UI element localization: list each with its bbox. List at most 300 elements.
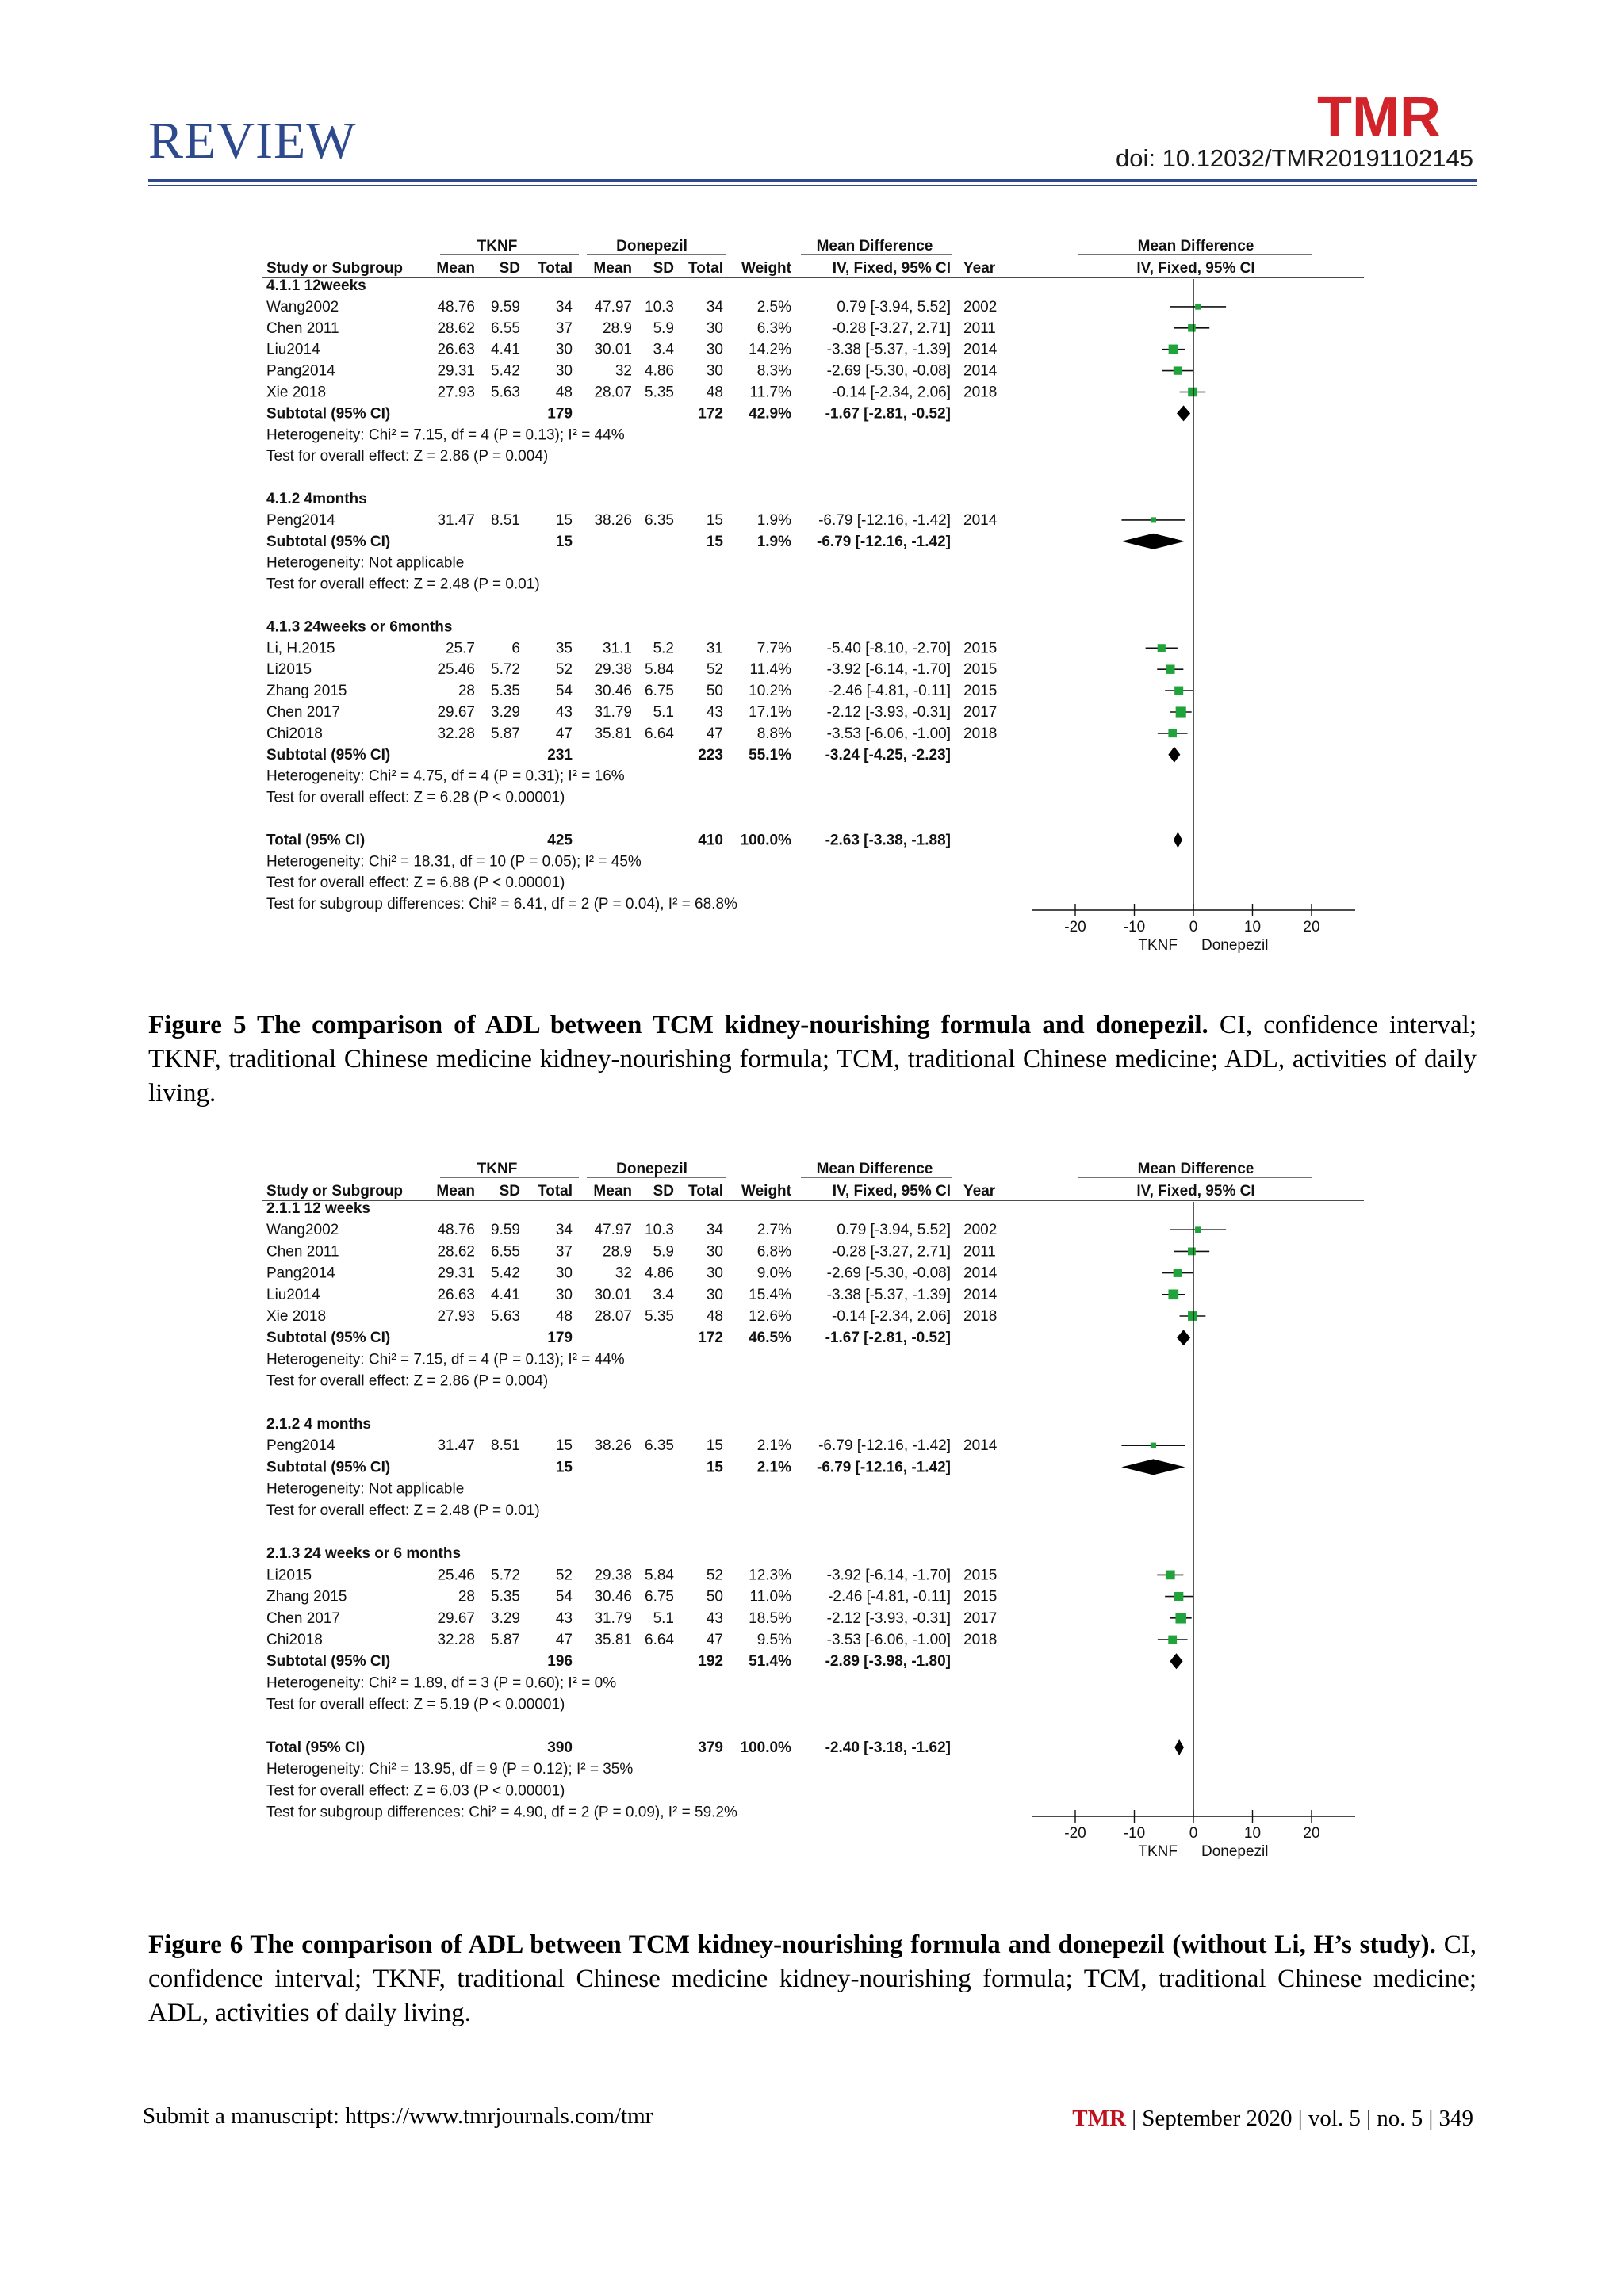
study-cell: 11.0% xyxy=(749,1588,791,1605)
study-cell: 12.3% xyxy=(749,1567,791,1584)
column-header: Weight xyxy=(741,1183,791,1200)
study-cell: 4.86 xyxy=(645,1265,674,1282)
summary-cell: 425 xyxy=(547,832,573,849)
study-cell: 2018 xyxy=(963,1632,998,1648)
study-cell: 28.07 xyxy=(594,1308,632,1325)
study-cell: 2015 xyxy=(963,640,998,657)
column-header: Total xyxy=(538,1183,573,1200)
study-cell: 48.76 xyxy=(437,1222,475,1239)
study-cell: 5.1 xyxy=(653,1609,674,1627)
study-cell: 10.3 xyxy=(645,298,674,316)
study-cell: 43 xyxy=(555,1609,573,1627)
study-cell: Chen 2017 xyxy=(266,704,340,721)
subgroup-title: 4.1.1 12weeks xyxy=(266,277,366,294)
study-cell: 34 xyxy=(706,1222,723,1239)
study-cell: 6.55 xyxy=(491,320,520,337)
summary-cell: 15 xyxy=(706,533,723,550)
study-cell: 2014 xyxy=(963,1437,998,1455)
study-cell: 0.79 [-3.94, 5.52] xyxy=(837,1222,951,1239)
study-cell: 34 xyxy=(706,298,723,316)
subgroup-title: 2.1.2 4 months xyxy=(266,1416,371,1433)
study-cell: 28.62 xyxy=(437,320,475,337)
axis-label-left: TKNF xyxy=(1138,937,1178,954)
study-cell: 5.87 xyxy=(491,1632,520,1648)
study-cell: 2014 xyxy=(963,341,998,358)
study-cell: 29.67 xyxy=(437,704,475,721)
summary-cell: -1.67 [-2.81, -0.52] xyxy=(825,1330,951,1347)
group2-header: Donepezil xyxy=(616,238,688,254)
study-cell: -2.46 [-4.81, -0.11] xyxy=(828,683,951,700)
group1-header: TKNF xyxy=(477,238,518,254)
study-cell: -2.69 [-5.30, -0.08] xyxy=(826,1265,951,1282)
study-cell: 3.29 xyxy=(491,704,520,721)
summary-cell: 55.1% xyxy=(749,746,791,763)
study-cell: 5.2 xyxy=(653,640,674,657)
stat-note: Test for overall effect: Z = 2.86 (P = 0.004) xyxy=(266,1372,549,1390)
md-header: Mean Difference xyxy=(816,1161,933,1177)
subgroup-title: 2.1.3 24 weeks or 6 months xyxy=(266,1545,462,1563)
study-cell: 5.87 xyxy=(491,725,520,742)
study-cell: 28.9 xyxy=(603,1243,632,1261)
column-header: Total xyxy=(538,260,573,277)
study-cell: 47.97 xyxy=(594,298,632,316)
study-cell: 30 xyxy=(706,320,723,337)
study-cell: 48.76 xyxy=(437,298,475,316)
stat-note: Test for overall effect: Z = 5.19 (P < 0.00001) xyxy=(266,1696,565,1713)
study-cell: 47 xyxy=(555,725,573,742)
study-cell: 9.59 xyxy=(491,298,520,316)
study-cell: 32 xyxy=(615,1265,632,1282)
study-cell: 10.2% xyxy=(749,683,791,700)
summary-cell: -2.89 [-3.98, -1.80] xyxy=(825,1653,951,1670)
study-cell: 15 xyxy=(555,1437,573,1455)
study-cell: 29.38 xyxy=(594,661,632,679)
x-tick-label: -20 xyxy=(1064,1825,1086,1842)
study-cell: -2.46 [-4.81, -0.11] xyxy=(828,1588,951,1605)
study-cell: 43 xyxy=(555,704,573,721)
column-header: Year xyxy=(963,1183,996,1200)
summary-cell: 46.5% xyxy=(749,1330,791,1347)
study-cell: 5.35 xyxy=(491,683,520,700)
study-cell: 31.79 xyxy=(594,704,632,721)
group2-header: Donepezil xyxy=(616,1161,688,1177)
study-cell: 5.35 xyxy=(645,1308,674,1325)
study-cell: 31.79 xyxy=(594,1609,632,1627)
study-cell: 35.81 xyxy=(594,725,632,742)
x-tick-label: 10 xyxy=(1243,919,1262,936)
column-header: SD xyxy=(653,1183,674,1200)
study-cell: 43 xyxy=(706,1609,723,1627)
study-cell: 38.26 xyxy=(594,1437,632,1455)
study-cell: -0.28 [-3.27, 2.71] xyxy=(832,1243,951,1261)
stat-note: Test for subgroup differences: Chi² = 4.90, df = 2 (P = 0.09), I² = 59.2% xyxy=(266,1804,737,1821)
study-cell: 38.26 xyxy=(594,511,632,529)
stat-note: Test for overall effect: Z = 2.48 (P = 0.01) xyxy=(266,576,540,593)
study-cell: 48 xyxy=(555,1308,573,1325)
stat-note: Test for overall effect: Z = 2.86 (P = 0.004) xyxy=(266,448,549,465)
study-cell: 2011 xyxy=(963,1243,996,1261)
summary-cell: 179 xyxy=(547,1330,573,1347)
study-cell: 48 xyxy=(555,384,573,401)
study-cell: Zhang 2015 xyxy=(266,1588,347,1605)
summary-cell: Subtotal (95% CI) xyxy=(266,1330,391,1347)
study-cell: 2015 xyxy=(963,683,998,700)
study-cell: 6.64 xyxy=(645,1632,674,1648)
summary-cell: Subtotal (95% CI) xyxy=(266,1459,391,1476)
study-cell: Wang2002 xyxy=(266,1222,339,1239)
study-cell: 2015 xyxy=(963,1567,998,1584)
study-cell: 15 xyxy=(706,1437,723,1455)
x-tick-label: -20 xyxy=(1064,919,1086,936)
column-header: Study or Subgroup xyxy=(266,1183,404,1200)
study-cell: 34 xyxy=(555,298,573,316)
summary-cell: 172 xyxy=(698,405,723,423)
subtotal-diamond xyxy=(1170,1653,1182,1669)
study-cell: 34 xyxy=(555,1222,573,1239)
study-cell: 2018 xyxy=(963,384,998,401)
figure-6-caption-text: CI, confidence interval; TKNF, traditional Chinese medicine kidney-nourishing formula; TCM, traditional Chinese medicine; ADL, activities of daily living. xyxy=(148,1931,1477,2027)
study-cell: 5.9 xyxy=(653,1243,674,1261)
study-square xyxy=(1188,1248,1196,1256)
study-cell: 31.47 xyxy=(437,1437,475,1455)
study-cell: 5.63 xyxy=(491,384,520,401)
plot-md-header: Mean Difference xyxy=(1137,1161,1254,1177)
study-square xyxy=(1195,1226,1201,1233)
study-cell: 27.93 xyxy=(437,1308,475,1325)
study-cell: -2.12 [-3.93, -0.31] xyxy=(826,1609,951,1627)
study-cell: 30 xyxy=(706,362,723,380)
study-cell: Chen 2017 xyxy=(266,1609,340,1627)
x-tick-label: 0 xyxy=(1189,1825,1198,1842)
study-cell: 2018 xyxy=(963,1308,998,1325)
summary-cell: -1.67 [-2.81, -0.52] xyxy=(825,405,951,423)
logo-text: TMR xyxy=(1317,90,1441,141)
stat-note: Heterogeneity: Chi² = 13.95, df = 9 (P = 0.12); I² = 35% xyxy=(266,1761,634,1778)
study-cell: -3.92 [-6.14, -1.70] xyxy=(826,1567,951,1584)
column-header: SD xyxy=(653,260,674,277)
study-cell: 25.7 xyxy=(446,640,475,657)
study-cell: 2002 xyxy=(963,298,998,316)
column-header: Mean xyxy=(593,1183,632,1200)
study-cell: 14.2% xyxy=(749,341,791,358)
stat-note: Heterogeneity: Chi² = 7.15, df = 4 (P = 0.13); I² = 44% xyxy=(266,427,625,444)
study-cell: 2017 xyxy=(963,704,998,721)
summary-cell: 2.1% xyxy=(756,1459,791,1476)
study-cell: 30 xyxy=(706,1286,723,1303)
study-cell: Wang2002 xyxy=(266,298,339,316)
study-cell: 29.31 xyxy=(437,1265,475,1282)
study-cell: -6.79 [-12.16, -1.42] xyxy=(818,1437,951,1455)
study-cell: 2.7% xyxy=(756,1222,791,1239)
study-cell: Peng2014 xyxy=(266,511,335,529)
summary-cell: 192 xyxy=(698,1653,723,1670)
study-cell: 1.9% xyxy=(756,511,791,529)
study-cell: 30 xyxy=(706,1243,723,1261)
stat-note: Test for overall effect: Z = 6.28 (P < 0.00001) xyxy=(266,789,565,806)
study-cell: 6.75 xyxy=(645,683,674,700)
summary-cell: -6.79 [-12.16, -1.42] xyxy=(817,1459,951,1476)
study-cell: Liu2014 xyxy=(266,1286,320,1303)
study-cell: 30 xyxy=(555,1286,573,1303)
study-cell: 6.35 xyxy=(645,1437,674,1455)
column-header: Total xyxy=(688,260,723,277)
study-cell: 8.51 xyxy=(491,511,520,529)
column-header: SD xyxy=(499,260,520,277)
study-cell: 9.59 xyxy=(491,1222,520,1239)
column-header: IV, Fixed, 95% CI xyxy=(832,260,951,277)
column-header: Mean xyxy=(436,260,475,277)
study-cell: 26.63 xyxy=(437,1286,475,1303)
study-cell: 50 xyxy=(706,1588,723,1605)
study-cell: 25.46 xyxy=(437,1567,475,1584)
study-cell: 31.47 xyxy=(437,511,475,529)
study-cell: Liu2014 xyxy=(266,341,320,358)
study-cell: 47.97 xyxy=(594,1222,632,1239)
study-cell: -0.14 [-2.34, 2.06] xyxy=(832,1308,951,1325)
study-cell: 2011 xyxy=(963,320,996,337)
study-cell: 4.41 xyxy=(491,1286,520,1303)
study-cell: 5.9 xyxy=(653,320,674,337)
stat-note: Test for overall effect: Z = 2.48 (P = 0.01) xyxy=(266,1502,540,1519)
study-cell: 30.01 xyxy=(594,1286,632,1303)
column-header: IV, Fixed, 95% CI xyxy=(832,1183,951,1200)
stat-note: Test for overall effect: Z = 6.88 (P < 0.00001) xyxy=(266,874,565,892)
study-cell: 5.72 xyxy=(491,1567,520,1584)
summary-cell: -3.24 [-4.25, -2.23] xyxy=(825,746,951,763)
study-cell: 43 xyxy=(706,704,723,721)
study-cell: 25.46 xyxy=(437,661,475,679)
study-cell: 35 xyxy=(555,640,573,657)
study-cell: -3.38 [-5.37, -1.39] xyxy=(826,341,951,358)
study-cell: Chen 2011 xyxy=(266,320,339,337)
study-cell: Li2015 xyxy=(266,661,312,679)
study-cell: 28.62 xyxy=(437,1243,475,1261)
summary-cell: 179 xyxy=(547,405,573,423)
stat-note: Test for overall effect: Z = 6.03 (P < 0.00001) xyxy=(266,1782,565,1800)
stat-note: Heterogeneity: Chi² = 18.31, df = 10 (P = 0.05); I² = 45% xyxy=(266,853,642,871)
study-cell: -3.53 [-6.06, -1.00] xyxy=(826,725,951,742)
study-cell: 50 xyxy=(706,683,723,700)
column-header: Mean xyxy=(593,260,632,277)
study-cell: 7.7% xyxy=(756,640,791,657)
study-cell: 15 xyxy=(706,511,723,529)
study-cell: 6 xyxy=(511,640,520,657)
study-cell: 31.1 xyxy=(603,640,632,657)
summary-cell: 223 xyxy=(698,746,723,763)
summary-cell: 410 xyxy=(698,832,723,849)
study-cell: Li2015 xyxy=(266,1567,312,1584)
doi-text: doi: 10.12032/TMR20191102145 xyxy=(1116,144,1473,172)
summary-cell: 390 xyxy=(547,1739,573,1756)
study-cell: Pang2014 xyxy=(266,362,335,380)
study-cell: 6.3% xyxy=(756,320,791,337)
study-cell: 28 xyxy=(458,1588,475,1605)
study-cell: 9.5% xyxy=(756,1632,791,1648)
study-cell: Pang2014 xyxy=(266,1265,335,1282)
study-cell: 18.5% xyxy=(749,1609,791,1627)
study-cell: -2.69 [-5.30, -0.08] xyxy=(826,362,951,380)
study-cell: 5.72 xyxy=(491,661,520,679)
column-header: Total xyxy=(688,1183,723,1200)
study-cell: 6.75 xyxy=(645,1588,674,1605)
summary-cell: 379 xyxy=(698,1739,723,1756)
journal-issue xyxy=(1072,2106,1473,2132)
study-cell: 32 xyxy=(615,362,632,380)
study-cell: Peng2014 xyxy=(266,1437,335,1455)
study-cell: 2014 xyxy=(963,1265,998,1282)
summary-cell: -6.79 [-12.16, -1.42] xyxy=(817,533,951,550)
study-square xyxy=(1168,1636,1177,1644)
x-tick-label: 10 xyxy=(1243,1825,1262,1842)
subgroup-title: 4.1.3 24weeks or 6months xyxy=(266,618,453,636)
axis-label-right: Donepezil xyxy=(1201,1843,1269,1860)
study-cell: 29.38 xyxy=(594,1567,632,1584)
study-cell: 2002 xyxy=(963,1222,998,1239)
figure-6-caption-title: Figure 6 The comparison of ADL between TCM kidney-nourishing formula and donepezil (without Li, H’s study). xyxy=(148,1931,1436,1959)
study-cell: -6.79 [-12.16, -1.42] xyxy=(818,511,951,529)
study-cell: 28.07 xyxy=(594,384,632,401)
study-cell: 2.5% xyxy=(756,298,791,316)
study-cell: 15.4% xyxy=(749,1286,791,1303)
study-cell: 5.84 xyxy=(645,661,674,679)
axis-label-right: Donepezil xyxy=(1201,937,1269,954)
study-cell: 2014 xyxy=(963,511,998,529)
summary-cell: 15 xyxy=(555,1459,573,1476)
study-cell: 52 xyxy=(555,661,573,679)
figure-5-caption-text: CI, confidence interval; TKNF, traditional Chinese medicine kidney-nourishing formula; TCM, traditional Chinese medicine; ADL, activities of daily living. xyxy=(148,1011,1477,1108)
study-square xyxy=(1166,1571,1175,1580)
study-cell: 12.6% xyxy=(749,1308,791,1325)
study-cell: 15 xyxy=(555,511,573,529)
md-header: Mean Difference xyxy=(816,238,933,254)
study-cell: 8.51 xyxy=(491,1437,520,1455)
study-cell: 37 xyxy=(555,1243,573,1261)
study-cell: 2015 xyxy=(963,1588,998,1605)
study-cell: 5.63 xyxy=(491,1308,520,1325)
study-cell: 2014 xyxy=(963,362,998,380)
study-cell: 29.67 xyxy=(437,1609,475,1627)
study-cell: 28 xyxy=(458,683,475,700)
subgroup-title: 2.1.1 12 weeks xyxy=(266,1200,370,1217)
column-header: Weight xyxy=(741,260,791,277)
study-cell: -0.28 [-3.27, 2.71] xyxy=(832,320,951,337)
study-square xyxy=(1188,1311,1197,1321)
study-cell: 52 xyxy=(555,1567,573,1584)
study-cell: 4.41 xyxy=(491,341,520,358)
x-tick-label: 20 xyxy=(1303,919,1320,936)
summary-cell: 1.9% xyxy=(756,533,791,550)
summary-cell: 196 xyxy=(547,1653,573,1670)
study-cell: 3.4 xyxy=(653,1286,674,1303)
study-cell: -3.92 [-6.14, -1.70] xyxy=(826,661,951,679)
study-cell: 30 xyxy=(706,1265,723,1282)
study-cell: 5.42 xyxy=(491,1265,520,1282)
study-square xyxy=(1175,1613,1185,1623)
column-header: Mean xyxy=(436,1183,475,1200)
summary-cell: 231 xyxy=(547,746,573,763)
subtotal-diamond xyxy=(1177,1330,1190,1345)
study-cell: -2.12 [-3.93, -0.31] xyxy=(826,704,951,721)
study-cell: 47 xyxy=(706,1632,723,1648)
stat-note: Heterogeneity: Chi² = 4.75, df = 4 (P = 0.31); I² = 16% xyxy=(266,767,625,785)
study-cell: 5.35 xyxy=(645,384,674,401)
summary-cell: 100.0% xyxy=(740,1739,791,1756)
axis-label-left: TKNF xyxy=(1138,1843,1178,1860)
group1-header: TKNF xyxy=(477,1161,518,1177)
study-cell: 30.46 xyxy=(594,1588,632,1605)
stat-note: Heterogeneity: Chi² = 1.89, df = 3 (P = 0.60); I² = 0% xyxy=(266,1674,617,1692)
study-cell: 10.3 xyxy=(645,1222,674,1239)
plot-md-header: Mean Difference xyxy=(1137,238,1254,254)
study-cell: 48 xyxy=(706,384,723,401)
figure-5-caption-title: Figure 5 The comparison of ADL between TCM kidney-nourishing formula and donepezil. xyxy=(148,1011,1208,1039)
study-cell: -0.14 [-2.34, 2.06] xyxy=(832,384,951,401)
study-cell: 54 xyxy=(555,1588,573,1605)
study-cell: 2018 xyxy=(963,725,998,742)
column-header: Year xyxy=(963,260,996,277)
study-cell: Chi2018 xyxy=(266,725,323,742)
study-cell: 2014 xyxy=(963,1286,998,1303)
footer-issue: | September 2020 | vol. 5 | no. 5 | 349 xyxy=(1125,2106,1473,2131)
plot-column-header: IV, Fixed, 95% CI xyxy=(1136,1183,1255,1200)
study-cell: 30.01 xyxy=(594,341,632,358)
study-cell: 29.31 xyxy=(437,362,475,380)
study-cell: 47 xyxy=(555,1632,573,1648)
submit-link[interactable]: Submit a manuscript: https://www.tmrjournals.com/tmr xyxy=(143,2103,653,2129)
study-cell: -5.40 [-8.10, -2.70] xyxy=(826,640,951,657)
summary-cell: Subtotal (95% CI) xyxy=(266,533,391,550)
study-cell: 48 xyxy=(706,1308,723,1325)
study-cell: 30 xyxy=(555,341,573,358)
study-cell: -3.38 [-5.37, -1.39] xyxy=(826,1286,951,1303)
study-cell: 31 xyxy=(706,640,723,657)
study-cell: 5.35 xyxy=(491,1588,520,1605)
study-cell: 11.4% xyxy=(749,661,791,679)
study-cell: 54 xyxy=(555,683,573,700)
study-cell: 30 xyxy=(706,341,723,358)
study-cell: 5.1 xyxy=(653,704,674,721)
x-tick-label: 0 xyxy=(1189,919,1198,936)
column-header: SD xyxy=(499,1183,520,1200)
study-cell: -3.53 [-6.06, -1.00] xyxy=(826,1632,951,1648)
figure-6-caption xyxy=(148,1928,1477,2030)
x-tick-label: 20 xyxy=(1303,1825,1320,1842)
footer-brand: TMR xyxy=(1072,2106,1126,2131)
study-cell: 30 xyxy=(555,362,573,380)
summary-cell: 15 xyxy=(555,533,573,550)
study-square xyxy=(1151,1443,1156,1448)
study-cell: 47 xyxy=(706,725,723,742)
study-square xyxy=(1174,1592,1183,1601)
study-cell: Chen 2011 xyxy=(266,1243,339,1261)
study-cell: 8.3% xyxy=(756,362,791,380)
stat-note: Heterogeneity: Not applicable xyxy=(266,1480,465,1498)
study-square xyxy=(1169,1289,1179,1299)
x-tick-label: -10 xyxy=(1123,919,1146,936)
summary-cell: 51.4% xyxy=(749,1653,791,1670)
study-cell: 6.64 xyxy=(645,725,674,742)
study-cell: Xie 2018 xyxy=(266,1308,327,1325)
study-cell: 52 xyxy=(706,1567,723,1584)
summary-cell: -2.63 [-3.38, -1.88] xyxy=(825,832,951,849)
study-cell: 26.63 xyxy=(437,341,475,358)
study-cell: 11.7% xyxy=(749,384,791,401)
study-cell: 5.42 xyxy=(491,362,520,380)
summary-cell: Total (95% CI) xyxy=(266,1739,366,1756)
study-cell: 0.79 [-3.94, 5.52] xyxy=(837,298,951,316)
study-cell: Xie 2018 xyxy=(266,384,327,401)
subtotal-diamond xyxy=(1121,1459,1185,1475)
